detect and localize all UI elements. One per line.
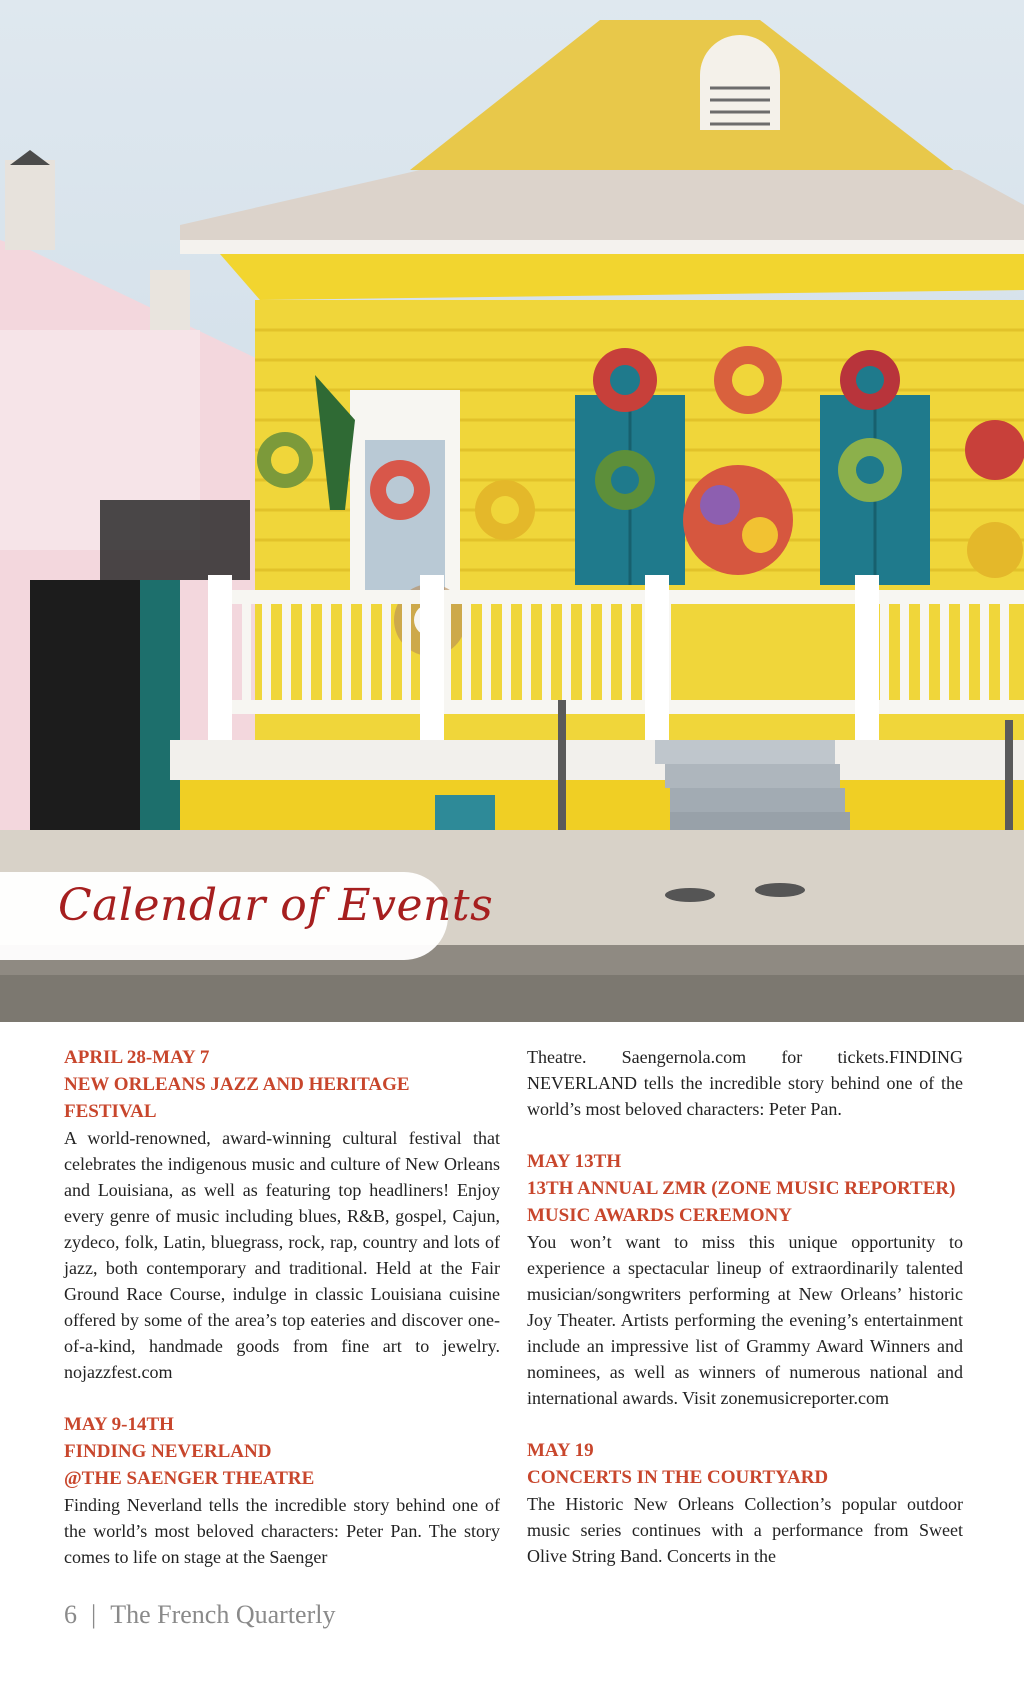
event-title: NEW ORLEANS JAZZ AND HERITAGE FESTIVAL [64,1074,410,1122]
calendar-title: Calendar of Events [58,880,494,931]
event-date: APRIL 28-MAY 7 [64,1047,210,1068]
publication-name: The French Quarterly [110,1600,336,1629]
continued-text [527,1044,963,1122]
event-description-continued: Theatre. Saengernola.com for tickets.FINDING NEVERLAND tells the incredible story behind one of the world’s most beloved characters: Peter Pan. [527,1047,963,1119]
event-description: The Historic New Orleans Collection’s popular outdoor music series continues with a performance from Sweet Olive String Band. Concerts in the [527,1494,963,1566]
event-finding-neverland [64,1411,500,1570]
event-title: CONCERTS IN THE COURTYARD [527,1467,829,1488]
footer-separator: | [91,1600,97,1629]
page-footer [64,1600,335,1630]
event-description: Finding Neverland tells the incredible story behind one of the world’s most beloved characters: Peter Pan. The story comes to life on stage at the Saenger [64,1495,500,1567]
event-date: MAY 9-14TH [64,1414,174,1435]
event-title: FINDING NEVERLAND [64,1441,272,1462]
event-zmr-awards [527,1148,963,1411]
event-date: MAY 13TH [527,1151,622,1172]
event-concerts-courtyard [527,1437,963,1569]
right-column [527,1044,963,1595]
event-title: 13TH ANNUAL ZMR (ZONE MUSIC REPORTER) MUSIC AWARDS CEREMONY [527,1178,956,1226]
event-venue: @THE SAENGER THEATRE [64,1468,315,1489]
page-number: 6 [64,1600,77,1629]
event-description: You won’t want to miss this unique opportunity to experience a spectacular lineup of extraordinarily talented musician/songwriters performing at New Orleans’ historic Joy Theater. Artists performing the evening’s entertainment include an impressive list of Grammy Award Winners and nominees, as well as winners of numerous national and international awards. Visit zonemusicreporter.com [527,1232,963,1408]
left-column [64,1044,500,1596]
event-description: A world-renowned, award-winning cultural festival that celebrates the indigenous music and culture of New Orleans and Louisiana, as well as featuring top headliners! Enjoy every genre of music including blues, R&B, gospel, Cajun, zydeco, folk, Latin, bluegrass, rock, rap, country and lots of jazz, both contemporary and traditional. Held at the Fair Ground Race Course, indulge in classic Louisiana cuisine offered by some of the area’s top eateries and discover one-of-a-kind, handmade goods from fine art to jewelry. nojazzfest.com [64,1128,500,1382]
event-date: MAY 19 [527,1440,594,1461]
event-jazz-fest [64,1044,500,1385]
